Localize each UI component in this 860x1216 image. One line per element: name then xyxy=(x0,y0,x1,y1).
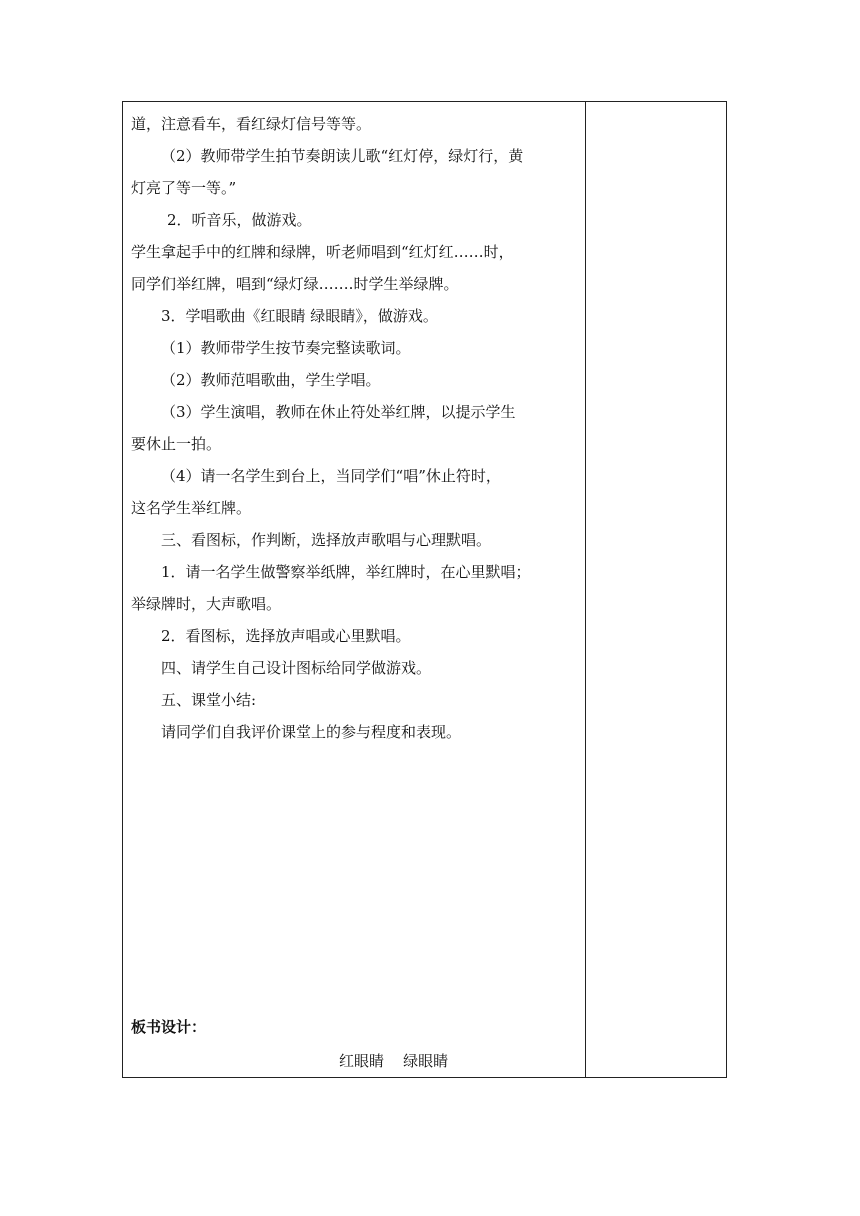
content-line: （2）教师范唱歌曲，学生学唱。 xyxy=(161,371,381,389)
content-line: 1．请一名学生做警察举纸牌，举红牌时，在心里默唱； xyxy=(161,563,531,581)
content-line: 3．学唱歌曲《红眼睛 绿眼睛》，做游戏。 xyxy=(161,307,438,325)
board-design-text: 红眼睛 绿眼睛 xyxy=(339,1052,449,1070)
content-line: 2．听音乐，做游戏。 xyxy=(167,211,312,229)
content-line: 五、课堂小结: xyxy=(161,691,257,709)
column-divider xyxy=(585,102,586,1077)
content-line: （4）请一名学生到台上，当同学们“唱”休止符时， xyxy=(161,467,501,485)
content-line: 这名学生举红牌。 xyxy=(131,499,252,517)
content-line: 灯亮了等一等。” xyxy=(131,179,237,197)
content-line: （3）学生演唱，教师在休止符处举红牌，以提示学生 xyxy=(161,403,516,421)
content-line: 同学们举红牌，唱到“绿灯绿…….时学生举绿牌。 xyxy=(131,275,459,293)
content-line: 要休止一拍。 xyxy=(131,435,222,453)
lesson-table xyxy=(122,101,727,1078)
content-line: 请同学们自我评价课堂上的参与程度和表现。 xyxy=(161,723,462,741)
content-line: 道，注意看车，看红绿灯信号等等。 xyxy=(131,115,372,133)
content-line: 举绿牌时，大声歌唱。 xyxy=(131,595,282,613)
lesson-content xyxy=(131,108,579,748)
content-line: 学生拿起手中的红牌和绿牌，听老师唱到“红灯红……时， xyxy=(131,243,514,261)
content-line: （1）教师带学生按节奏完整读歌词。 xyxy=(161,339,411,357)
board-design-title: 板书设计： xyxy=(131,1018,207,1036)
content-line: 四、请学生自己设计图标给同学做游戏。 xyxy=(161,659,432,677)
content-line: （2）教师带学生拍节奏朗读儿歌“红灯停，绿灯行，黄 xyxy=(161,147,524,165)
content-line: 2．看图标，选择放声唱或心里默唱。 xyxy=(161,627,411,645)
content-line: 三、看图标，作判断，选择放声歌唱与心理默唱。 xyxy=(161,531,492,549)
